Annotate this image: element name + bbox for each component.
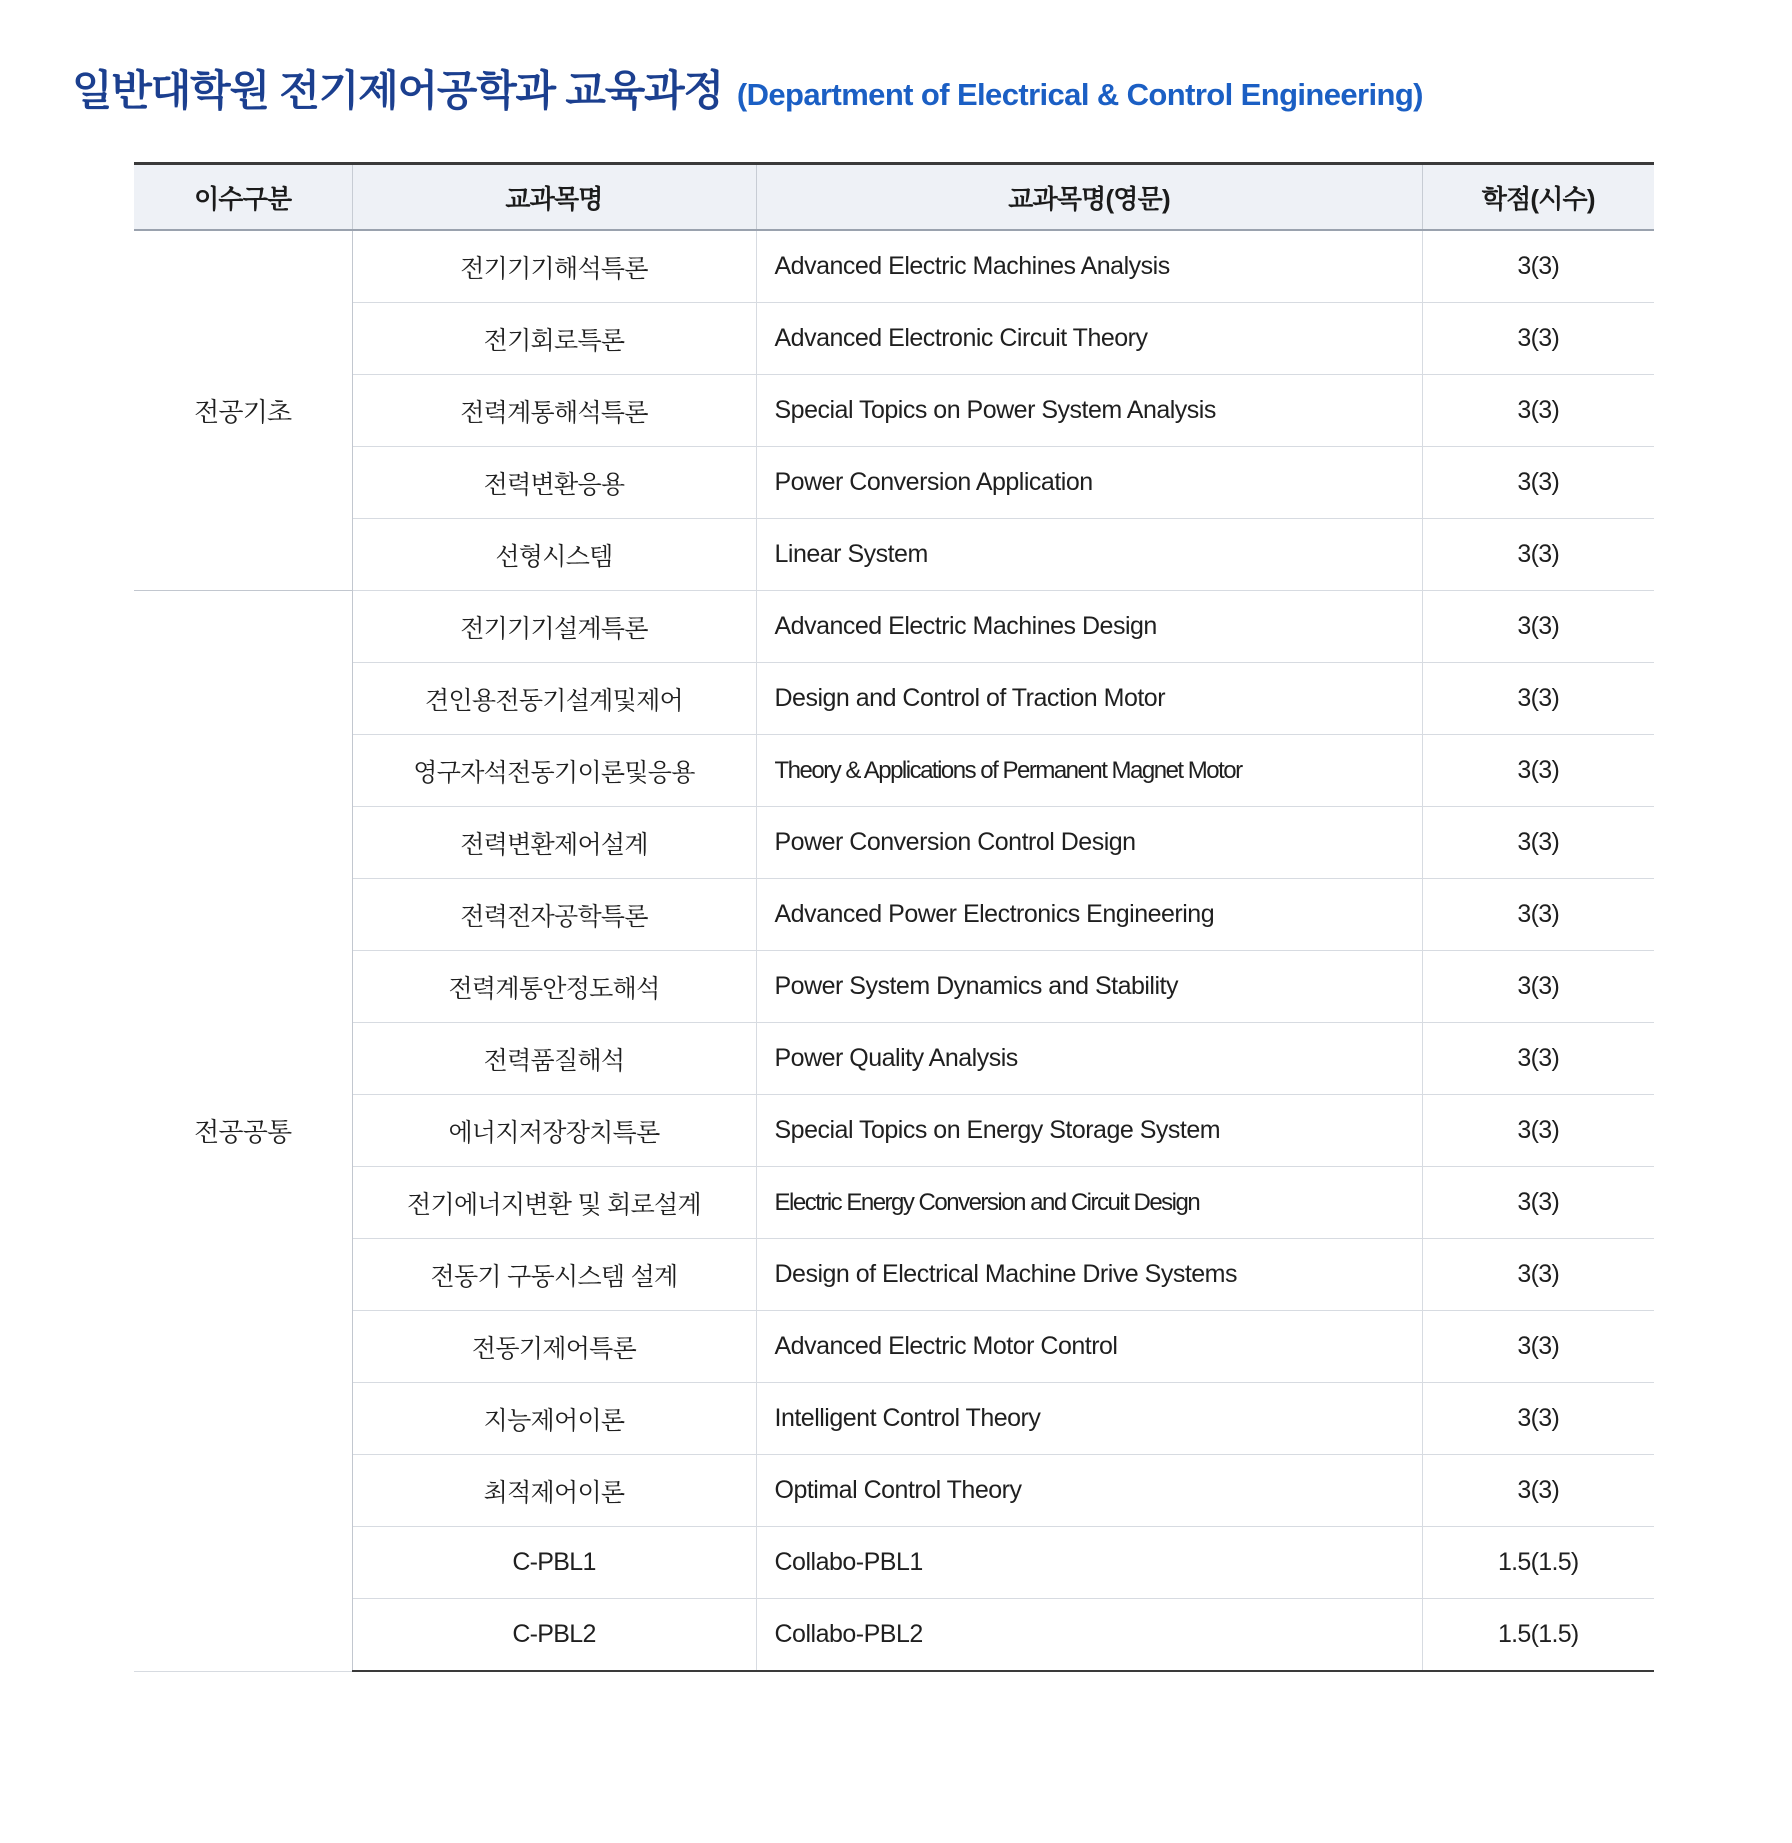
table-row	[134, 1455, 1654, 1527]
cell-credits: 3(3)	[1422, 303, 1654, 375]
cell-course-name-english: Power Conversion Control Design	[756, 807, 1422, 879]
cell-course-name: C-PBL2	[352, 1599, 756, 1672]
cell-credits: 3(3)	[1422, 447, 1654, 519]
cell-course-name: 전력계통안정도해석	[352, 951, 756, 1023]
cell-credits: 3(3)	[1422, 735, 1654, 807]
cell-course-name: 전력변환응용	[352, 447, 756, 519]
cell-category: 전공기초	[134, 230, 352, 591]
table-row	[134, 879, 1654, 951]
cell-credits: 3(3)	[1422, 375, 1654, 447]
table-row	[134, 1023, 1654, 1095]
cell-course-name-english: Special Topics on Power System Analysis	[756, 375, 1422, 447]
table-body	[134, 230, 1654, 1671]
cell-course-name: 전동기 구동시스템 설계	[352, 1239, 756, 1311]
cell-credits: 3(3)	[1422, 1383, 1654, 1455]
table-header	[134, 164, 1654, 231]
cell-course-name: 선형시스템	[352, 519, 756, 591]
cell-credits: 1.5(1.5)	[1422, 1527, 1654, 1599]
cell-course-name: 전력변환제어설계	[352, 807, 756, 879]
cell-course-name-english: Design of Electrical Machine Drive Systems	[756, 1239, 1422, 1311]
table-row	[134, 375, 1654, 447]
cell-course-name: 영구자석전동기이론및응용	[352, 735, 756, 807]
cell-category: 전공공통	[134, 591, 352, 1672]
cell-course-name-english: Advanced Electric Machines Design	[756, 591, 1422, 663]
cell-course-name-english: Design and Control of Traction Motor	[756, 663, 1422, 735]
table-header-row	[134, 164, 1654, 231]
cell-course-name: 전력계통해석특론	[352, 375, 756, 447]
cell-course-name: 전동기제어특론	[352, 1311, 756, 1383]
cell-course-name: 전기에너지변환 및 회로설계	[352, 1167, 756, 1239]
cell-course-name-english: Electric Energy Conversion and Circuit Design	[756, 1167, 1422, 1239]
table-row	[134, 663, 1654, 735]
cell-course-name-english: Advanced Electric Motor Control	[756, 1311, 1422, 1383]
table-row	[134, 735, 1654, 807]
column-header-course-name: 교과목명	[352, 164, 756, 231]
cell-course-name: 전기기기설계특론	[352, 591, 756, 663]
cell-course-name-english: Collabo-PBL1	[756, 1527, 1422, 1599]
table-row	[134, 1095, 1654, 1167]
cell-credits: 3(3)	[1422, 1023, 1654, 1095]
column-header-credits: 학점(시수)	[1422, 164, 1654, 231]
cell-credits: 3(3)	[1422, 591, 1654, 663]
table-row	[134, 951, 1654, 1023]
cell-course-name-english: Theory & Applications of Permanent Magnet Motor	[756, 735, 1422, 807]
page-title-korean: 일반대학원 전기제어공학과 교육과정	[72, 67, 723, 114]
table-row	[134, 1527, 1654, 1599]
cell-course-name-english: Intelligent Control Theory	[756, 1383, 1422, 1455]
cell-course-name-english: Power Conversion Application	[756, 447, 1422, 519]
cell-course-name: 전기회로특론	[352, 303, 756, 375]
cell-course-name: 지능제어이론	[352, 1383, 756, 1455]
cell-course-name-english: Advanced Electric Machines Analysis	[756, 230, 1422, 303]
curriculum-table	[134, 162, 1654, 1672]
cell-credits: 3(3)	[1422, 1239, 1654, 1311]
page-title	[72, 58, 1732, 118]
cell-course-name: C-PBL1	[352, 1527, 756, 1599]
cell-course-name-english: Special Topics on Energy Storage System	[756, 1095, 1422, 1167]
table-row	[134, 519, 1654, 591]
table-row	[134, 447, 1654, 519]
cell-credits: 3(3)	[1422, 230, 1654, 303]
cell-course-name-english: Advanced Power Electronics Engineering	[756, 879, 1422, 951]
table-row	[134, 807, 1654, 879]
table-row	[134, 230, 1654, 303]
cell-credits: 3(3)	[1422, 1455, 1654, 1527]
cell-course-name: 전기기기해석특론	[352, 230, 756, 303]
column-header-category: 이수구분	[134, 164, 352, 231]
cell-course-name: 전력품질해석	[352, 1023, 756, 1095]
cell-credits: 3(3)	[1422, 879, 1654, 951]
cell-course-name: 최적제어이론	[352, 1455, 756, 1527]
table-row	[134, 1311, 1654, 1383]
table-row	[134, 1599, 1654, 1672]
cell-course-name: 에너지저장장치특론	[352, 1095, 756, 1167]
cell-course-name: 전력전자공학특론	[352, 879, 756, 951]
cell-course-name-english: Power Quality Analysis	[756, 1023, 1422, 1095]
cell-course-name-english: Power System Dynamics and Stability	[756, 951, 1422, 1023]
cell-credits: 1.5(1.5)	[1422, 1599, 1654, 1672]
column-header-course-name-english: 교과목명(영문)	[756, 164, 1422, 231]
table-row	[134, 591, 1654, 663]
cell-course-name-english: Linear System	[756, 519, 1422, 591]
page-title-english: (Department of Electrical & Control Engineering)	[736, 77, 1423, 112]
cell-course-name: 견인용전동기설계및제어	[352, 663, 756, 735]
cell-credits: 3(3)	[1422, 807, 1654, 879]
cell-course-name-english: Advanced Electronic Circuit Theory	[756, 303, 1422, 375]
cell-credits: 3(3)	[1422, 519, 1654, 591]
table-row	[134, 1239, 1654, 1311]
cell-credits: 3(3)	[1422, 663, 1654, 735]
cell-credits: 3(3)	[1422, 1167, 1654, 1239]
table-row	[134, 1383, 1654, 1455]
cell-course-name-english: Optimal Control Theory	[756, 1455, 1422, 1527]
table-row	[134, 303, 1654, 375]
cell-course-name-english: Collabo-PBL2	[756, 1599, 1422, 1672]
cell-credits: 3(3)	[1422, 1095, 1654, 1167]
table-row	[134, 1167, 1654, 1239]
cell-credits: 3(3)	[1422, 951, 1654, 1023]
cell-credits: 3(3)	[1422, 1311, 1654, 1383]
